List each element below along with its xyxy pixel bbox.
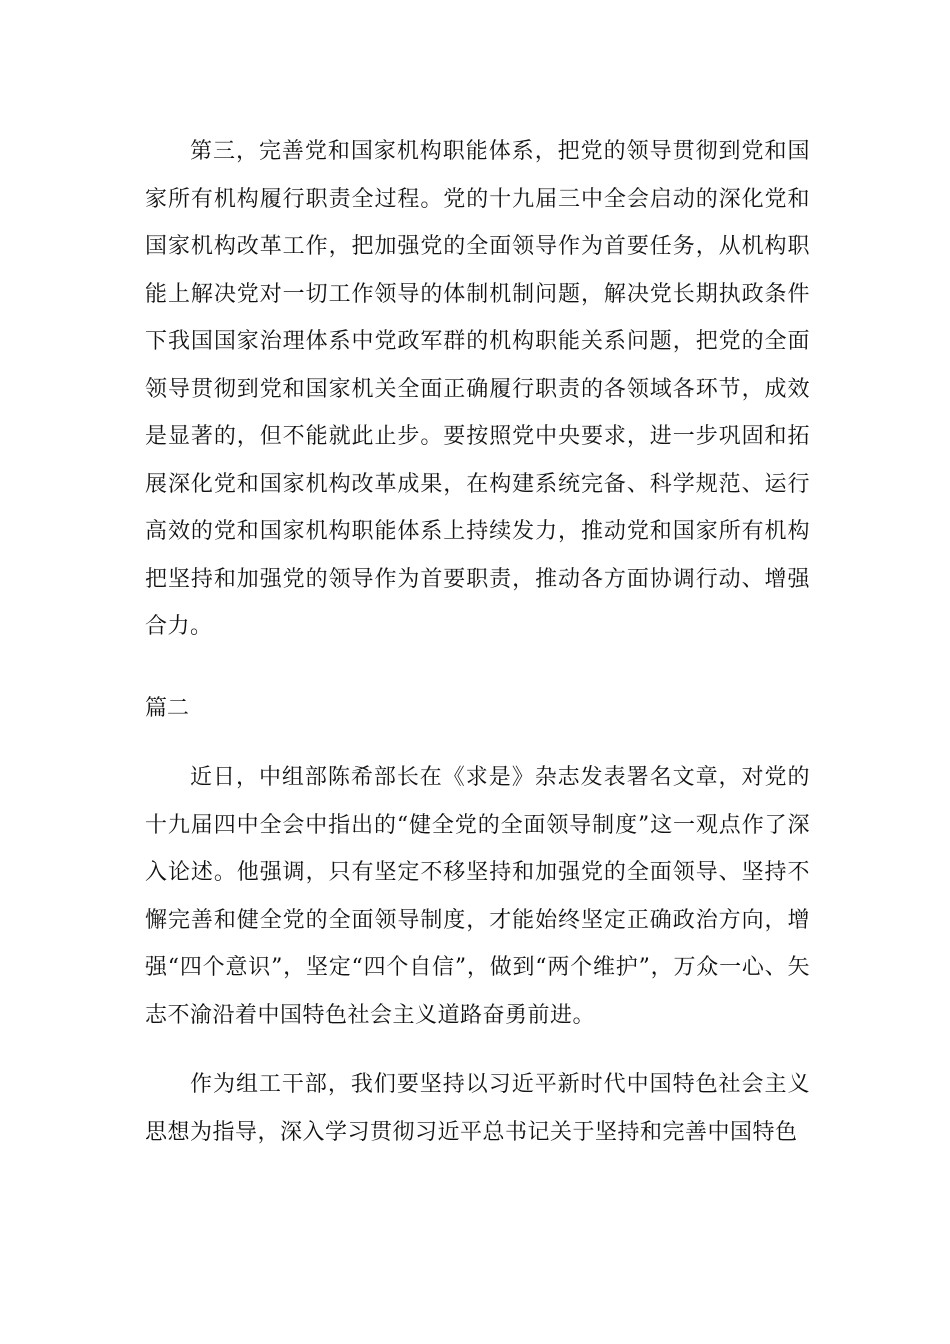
paragraph-spacer (145, 732, 810, 754)
paragraph-spacer (145, 1039, 810, 1061)
section-heading: 篇二 (145, 695, 190, 721)
paragraph-organization-cadres: 作为组工干部，我们要坚持以习近平新时代中国特色社会主义思想为指导，深入学习贯彻习近平总书记关于坚持和完善中国特色 (145, 1072, 810, 1145)
document-body (145, 128, 810, 1156)
paragraph-article-summary: 近日，中组部陈希部长在《求是》杂志发表署名文章，对党的十九届四中全会中指出的“健全党的全面领导制度”这一观点作了深入论述。他强调，只有坚定不移坚持和加强党的全面领导、坚持不懈完善和健全党的全面领导制度，才能始终坚定正确政治方向，增强“四个意识”，坚定“四个自信”，做到“两个维护”，万众一心、矢志不渝沿着中国特色社会主义道路奋勇前进。 (145, 765, 810, 1028)
paragraph-spacer (145, 651, 810, 685)
paragraph-third-point: 第三，完善党和国家机构职能体系，把党的领导贯彻到党和国家所有机构履行职责全过程。党的十九届三中全会启动的深化党和国家机构改革工作，把加强党的全面领导作为首要任务，从机构职能上解决党对一切工作领导的体制机制问题，解决党长期执政条件下我国国家治理体系中党政军群的机构职能关系问题，把党的全面领导贯彻到党和国家机关全面正确履行职责的各领域各环节，成效是显著的，但不能就此止步。要按照党中央要求，进一步巩固和拓展深化党和国家机构改革成果，在构建系统完备、科学规范、运行高效的党和国家机构职能体系上持续发力，推动党和国家所有机构把坚持和加强党的领导作为首要职责，推动各方面协调行动、增强合力。 (145, 139, 810, 639)
